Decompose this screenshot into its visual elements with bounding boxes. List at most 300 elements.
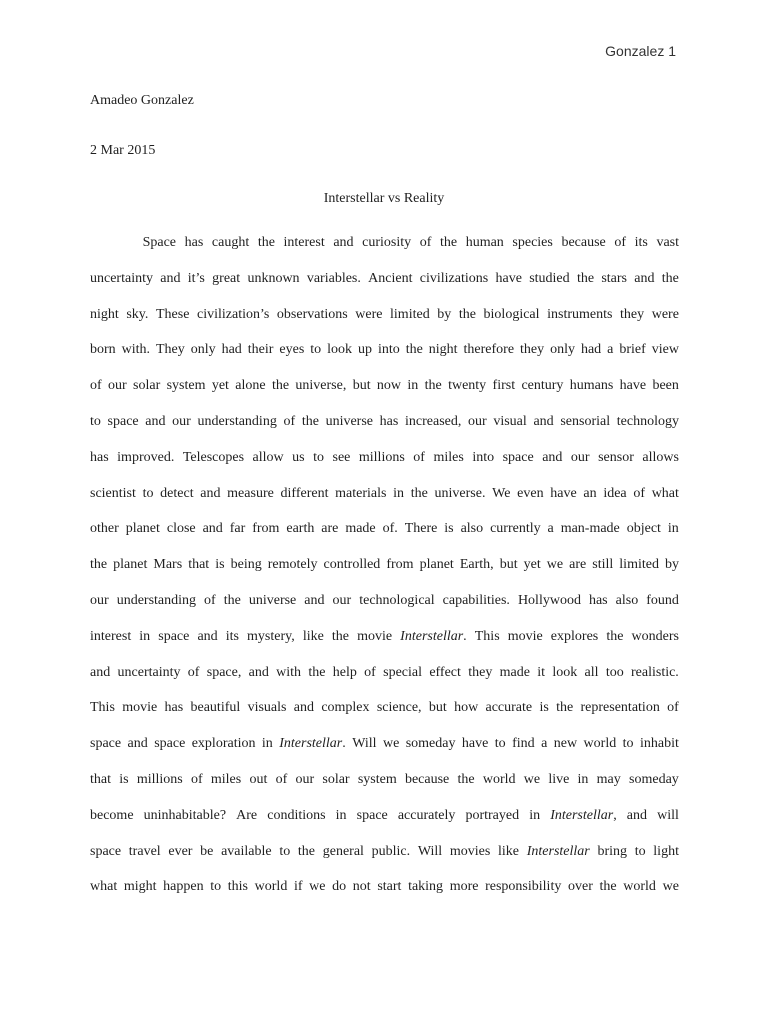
- word: materials: [335, 485, 387, 501]
- word: curiosity: [362, 235, 412, 250]
- word: planet: [113, 557, 148, 573]
- word: interest: [283, 235, 325, 250]
- word: of: [667, 700, 679, 716]
- word: is: [539, 700, 549, 716]
- word: be: [200, 843, 214, 859]
- word: they: [468, 664, 493, 680]
- word: to: [494, 736, 506, 752]
- word: sensor: [598, 449, 634, 465]
- word: also: [460, 521, 484, 537]
- word: sensorial: [560, 413, 611, 429]
- word: to: [142, 485, 154, 501]
- word: understanding: [197, 413, 277, 429]
- word: space: [356, 807, 388, 823]
- word: scientist: [90, 485, 136, 501]
- word: and: [248, 664, 269, 680]
- word: uncertainty: [90, 270, 153, 286]
- word: mystery,: [247, 628, 295, 644]
- word: has: [164, 700, 184, 716]
- essay-body: [90, 231, 679, 911]
- word: to: [622, 736, 634, 752]
- word: of: [413, 449, 425, 465]
- word: space: [107, 413, 139, 429]
- word: and: [293, 700, 314, 716]
- word: humans: [569, 378, 614, 394]
- paragraph-line: [90, 410, 679, 446]
- word: They: [156, 342, 185, 358]
- word: of: [364, 664, 376, 680]
- word: more: [449, 879, 479, 895]
- word: of: [614, 235, 627, 250]
- word: in: [667, 521, 679, 537]
- word: view: [651, 342, 679, 358]
- word: look: [552, 664, 578, 680]
- paragraph-line: [90, 804, 679, 840]
- word: increased,: [405, 413, 462, 429]
- word: in: [407, 378, 419, 394]
- word: the: [458, 306, 476, 322]
- word: up: [357, 342, 372, 358]
- word: in: [139, 628, 151, 644]
- word: their: [247, 342, 274, 358]
- word: the: [410, 485, 428, 501]
- word: out: [249, 771, 268, 787]
- word: light: [653, 843, 679, 859]
- word: complex: [321, 700, 370, 716]
- word: it: [537, 664, 546, 680]
- word: Will: [352, 736, 377, 752]
- word: the: [257, 235, 275, 250]
- word: space: [502, 449, 534, 465]
- word: effect: [429, 664, 461, 680]
- word: of.: [382, 521, 398, 537]
- word: biological: [483, 306, 540, 322]
- word: may: [596, 771, 621, 787]
- word: made: [499, 664, 530, 680]
- word: stars: [601, 270, 627, 286]
- word: the: [599, 879, 617, 895]
- word: exploration: [191, 736, 256, 752]
- word: alone: [235, 378, 266, 394]
- word: Ancient: [368, 270, 413, 286]
- word: yet: [211, 378, 229, 394]
- word: to: [279, 843, 291, 859]
- word: we: [546, 557, 564, 573]
- word: over: [567, 879, 593, 895]
- word: but: [352, 378, 371, 394]
- word: if: [293, 879, 303, 895]
- word: and: [202, 521, 223, 537]
- word: someday: [405, 736, 456, 752]
- word: to: [634, 843, 646, 859]
- word: see: [332, 449, 351, 465]
- word: responsibility: [485, 879, 562, 895]
- word: and: [304, 592, 325, 608]
- word: in: [335, 807, 347, 823]
- page-number-header: Gonzalez 1: [605, 43, 676, 59]
- paragraph-line: [90, 661, 679, 697]
- word: object: [626, 521, 661, 537]
- word: the: [90, 557, 108, 573]
- word: do: [332, 879, 347, 895]
- word: is: [444, 521, 454, 537]
- essay-title: Interstellar vs Reality: [323, 191, 445, 206]
- word: yet: [523, 557, 541, 573]
- word: but: [428, 700, 447, 716]
- word: improved.: [117, 449, 175, 465]
- word: portrayed: [465, 807, 520, 823]
- word: detect: [160, 485, 194, 501]
- word: with: [276, 664, 302, 680]
- word: our: [468, 413, 487, 429]
- word: These: [155, 306, 190, 322]
- word: being: [230, 557, 262, 573]
- word: like: [498, 843, 520, 859]
- word: in: [529, 807, 541, 823]
- word: to: [313, 449, 324, 465]
- word: how: [454, 700, 479, 716]
- word: remotely: [267, 557, 318, 573]
- paragraph-line: [90, 338, 679, 374]
- word: ever: [168, 843, 193, 859]
- word: uninhabitable?: [143, 807, 227, 823]
- word: look: [327, 342, 353, 358]
- word: into: [377, 342, 400, 358]
- word: Will: [417, 843, 443, 859]
- word: uncertainty: [117, 664, 181, 680]
- word: our: [570, 449, 590, 465]
- word: our: [90, 592, 109, 608]
- word: find: [512, 736, 535, 752]
- paragraph-line: [90, 303, 679, 339]
- word: too: [605, 664, 624, 680]
- word: is: [215, 557, 225, 573]
- word: happen: [163, 879, 204, 895]
- word: far: [229, 521, 246, 537]
- word: the: [405, 342, 423, 358]
- word: technological: [359, 592, 435, 608]
- word: of: [187, 664, 200, 680]
- word: only: [190, 342, 216, 358]
- word: and: [200, 485, 221, 501]
- word: us: [292, 449, 305, 465]
- word: that: [188, 557, 210, 573]
- word: and: [90, 664, 111, 680]
- word: Interstellar.: [400, 628, 467, 644]
- paragraph-line: [90, 374, 679, 410]
- word: will: [657, 807, 679, 823]
- word: human: [465, 235, 504, 250]
- word: wonders: [631, 628, 679, 644]
- word: We: [492, 485, 511, 501]
- word: now: [376, 378, 402, 394]
- word: understanding: [116, 592, 197, 608]
- word: the: [301, 413, 319, 429]
- word: special: [383, 664, 423, 680]
- word: system: [166, 378, 206, 394]
- word: and: [634, 270, 655, 286]
- word: our: [172, 413, 191, 429]
- paragraph-line: [90, 696, 679, 732]
- word: system: [357, 771, 397, 787]
- word: our: [295, 771, 315, 787]
- word: new: [553, 736, 578, 752]
- word: is: [119, 771, 129, 787]
- word: by: [665, 557, 679, 573]
- word: our: [108, 378, 127, 394]
- word: brief: [619, 342, 646, 358]
- word: science,: [376, 700, 422, 716]
- word: accurately: [397, 807, 456, 823]
- word: all: [584, 664, 599, 680]
- word: and: [160, 270, 181, 286]
- word: This: [90, 700, 115, 716]
- word: sky.: [126, 306, 149, 322]
- word: the: [606, 628, 624, 644]
- word: therefore: [463, 342, 515, 358]
- word: public.: [371, 843, 411, 859]
- word: to: [310, 342, 322, 358]
- word: idea: [603, 485, 627, 501]
- word: Space: [142, 235, 177, 250]
- word: the: [440, 235, 458, 250]
- word: movie: [357, 628, 393, 644]
- word: earth: [286, 521, 315, 537]
- word: unknown: [247, 270, 300, 286]
- word: space: [158, 628, 190, 644]
- word: a: [607, 342, 614, 358]
- word: and: [197, 628, 218, 644]
- word: by: [437, 306, 452, 322]
- word: we: [309, 879, 326, 895]
- word: this: [227, 879, 249, 895]
- word: they: [620, 306, 645, 322]
- word: measure: [227, 485, 274, 501]
- word: universe.: [434, 485, 486, 501]
- word: to: [90, 413, 101, 429]
- word: from: [252, 521, 280, 537]
- paragraph-line: [90, 589, 679, 625]
- word: has: [588, 592, 608, 608]
- paragraph-line: [90, 267, 679, 303]
- word: to: [210, 879, 222, 895]
- word: inhabit: [639, 736, 679, 752]
- word: miles: [433, 449, 464, 465]
- word: in: [393, 485, 405, 501]
- word: the: [308, 664, 326, 680]
- word: and: [127, 736, 148, 752]
- word: our: [332, 592, 352, 608]
- word: first: [492, 378, 516, 394]
- word: currently: [490, 521, 541, 537]
- word: millions: [136, 771, 183, 787]
- word: of: [190, 771, 203, 787]
- word: in: [577, 771, 589, 787]
- word: found: [646, 592, 679, 608]
- word: the: [556, 700, 574, 716]
- word: universe: [248, 592, 297, 608]
- word: allows: [642, 449, 679, 465]
- word: world: [254, 879, 288, 895]
- word: other: [90, 521, 119, 537]
- word: we: [523, 771, 541, 787]
- paragraph-line: [90, 553, 679, 589]
- word: even: [517, 485, 544, 501]
- word: world: [583, 736, 617, 752]
- word: what: [651, 485, 679, 501]
- word: the: [457, 771, 475, 787]
- word: movies: [449, 843, 491, 859]
- word: movie: [507, 628, 543, 644]
- word: a: [541, 736, 548, 752]
- paragraph-line: [90, 446, 679, 482]
- word: have: [461, 736, 489, 752]
- word: interest: [90, 628, 132, 644]
- word: Are: [236, 807, 258, 823]
- word: space: [90, 736, 122, 752]
- word: and: [533, 413, 554, 429]
- word: like: [302, 628, 324, 644]
- word: different: [280, 485, 329, 501]
- paragraph-line: [90, 482, 679, 518]
- word: had: [580, 342, 602, 358]
- word: are: [569, 557, 587, 573]
- word: visuals: [247, 700, 287, 716]
- word: from: [386, 557, 414, 573]
- word: great: [212, 270, 241, 286]
- word: have: [619, 378, 647, 394]
- word: and: [542, 449, 563, 465]
- word: a: [547, 521, 554, 537]
- paragraph-line: [90, 231, 679, 267]
- word: technology: [616, 413, 679, 429]
- word: the: [271, 378, 290, 394]
- word: man-made: [560, 521, 620, 537]
- word: still: [592, 557, 614, 573]
- word: its: [225, 628, 239, 644]
- word: the: [297, 843, 316, 859]
- word: Interstellar: [526, 843, 590, 859]
- word: and: [626, 807, 647, 823]
- word: Interstellar.: [279, 736, 346, 752]
- word: the: [576, 270, 595, 286]
- word: have: [495, 270, 522, 286]
- word: This: [474, 628, 500, 644]
- word: an: [583, 485, 597, 501]
- word: help: [332, 664, 357, 680]
- word: Earth,: [459, 557, 494, 573]
- word: conditions: [267, 807, 326, 823]
- word: have: [550, 485, 577, 501]
- word: accurate: [485, 700, 533, 716]
- word: has: [184, 235, 204, 250]
- word: the: [223, 592, 241, 608]
- word: made: [345, 521, 376, 537]
- word: its: [634, 235, 648, 250]
- word: also: [615, 592, 639, 608]
- word: space: [154, 736, 186, 752]
- word: solar: [322, 771, 350, 787]
- word: space: [90, 843, 122, 859]
- word: Mars: [153, 557, 183, 573]
- document-date: 2 Mar 2015: [90, 143, 156, 158]
- word: controlled: [323, 557, 381, 573]
- word: available: [221, 843, 272, 859]
- word: eyes: [279, 342, 305, 358]
- word: studied: [529, 270, 570, 286]
- word: caught: [211, 235, 250, 250]
- word: of: [204, 592, 216, 608]
- word: the: [331, 628, 350, 644]
- word: Interstellar,: [550, 807, 617, 823]
- word: representation: [580, 700, 660, 716]
- word: but: [499, 557, 518, 573]
- word: of: [633, 485, 645, 501]
- word: of: [275, 771, 288, 787]
- word: has: [379, 413, 399, 429]
- word: beautiful: [190, 700, 241, 716]
- word: century: [521, 378, 564, 394]
- word: limited: [390, 306, 430, 322]
- word: were: [651, 306, 679, 322]
- word: because: [404, 771, 450, 787]
- word: in: [261, 736, 273, 752]
- word: had: [221, 342, 242, 358]
- paragraph-line: [90, 840, 679, 876]
- word: only: [550, 342, 575, 358]
- word: they: [520, 342, 545, 358]
- word: movie: [122, 700, 158, 716]
- paragraph-line: [90, 517, 679, 553]
- word: travel: [128, 843, 161, 859]
- word: taking: [408, 879, 444, 895]
- word: night: [90, 306, 119, 322]
- word: planet: [419, 557, 454, 573]
- paragraph-line: [90, 875, 679, 911]
- word: and: [333, 235, 354, 250]
- word: explores: [550, 628, 599, 644]
- paragraph-line: [90, 625, 679, 661]
- word: allow: [252, 449, 284, 465]
- word: species: [512, 235, 553, 250]
- word: might: [123, 879, 157, 895]
- word: civilization’s: [197, 306, 270, 322]
- word: variables.: [306, 270, 361, 286]
- word: that: [90, 771, 111, 787]
- word: observations: [276, 306, 348, 322]
- word: capabilities.: [442, 592, 510, 608]
- word: into: [472, 449, 495, 465]
- word: universe: [325, 413, 374, 429]
- word: miles: [210, 771, 242, 787]
- word: what: [90, 879, 118, 895]
- word: instruments: [547, 306, 613, 322]
- word: it’s: [187, 270, 205, 286]
- word: we: [382, 736, 400, 752]
- paragraph-line: [90, 768, 679, 804]
- word: and: [145, 413, 166, 429]
- word: world: [482, 771, 516, 787]
- word: Hollywood: [517, 592, 581, 608]
- word: with.: [121, 342, 151, 358]
- word: not: [352, 879, 371, 895]
- paragraph-line: [90, 732, 679, 768]
- word: bring: [597, 843, 627, 859]
- word: space,: [206, 664, 242, 680]
- word: the: [424, 378, 442, 394]
- word: of: [283, 413, 296, 429]
- word: Telescopes: [182, 449, 245, 465]
